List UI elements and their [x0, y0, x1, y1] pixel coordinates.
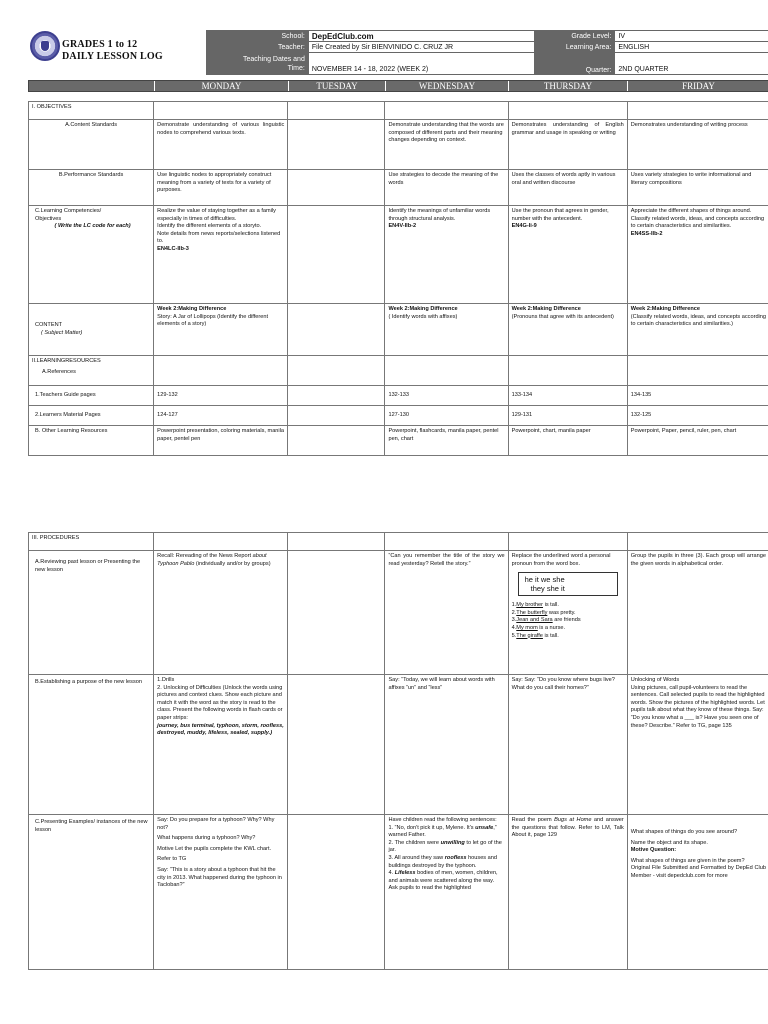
- content-thu-title: Week 2:Making Difference: [511, 306, 581, 312]
- content-standards-wed: Demonstrate understanding that the words are composed of different parts and their meaning changes depending on context.: [385, 120, 508, 170]
- competencies-label: [29, 206, 154, 304]
- cell: [288, 102, 385, 120]
- performance-standards-mon: Use linguistic nodes to appropriately construct meaning from a variety of texts for a variety of purposes.: [154, 170, 288, 206]
- cell: [385, 533, 508, 551]
- item-underlined: The giraffe: [516, 632, 543, 639]
- item-rest: is tall.: [542, 632, 559, 639]
- other-resources-tue: [288, 426, 385, 456]
- proc-a-thu-intro: Replace the underlined word a personal pronoun from the word box.: [511, 553, 611, 567]
- competencies-mon: [154, 206, 288, 304]
- performance-standards-tue: [288, 170, 385, 206]
- proc-b-mon-3: journey, bus terminal, typhoon, storm, roofless, destroyed, muddy, lifeless, sealed, supply.): [157, 722, 284, 737]
- lm-fri: 132-125: [627, 406, 768, 426]
- content-tue: [288, 304, 385, 356]
- item-rest: was pretty.: [547, 609, 576, 616]
- content-mon-title: Week 2:Making Difference: [157, 306, 227, 312]
- sent: bodies of men, women, children, and animals were scattered along the way.: [388, 870, 498, 884]
- proc-b-mon-1: 1.Drills: [157, 677, 175, 683]
- references-label: A.References: [42, 368, 76, 375]
- day-friday: FRIDAY: [627, 81, 768, 91]
- cell: [385, 356, 508, 386]
- competencies-wed-1: Identify the meanings of unfamiliar words through structural analysis.: [388, 208, 491, 222]
- cell: [508, 533, 627, 551]
- proc-b-thu: Say: Say: “Do you know where bugs live? What do you call their homes?”: [508, 675, 627, 815]
- lm-mon: 124-127: [154, 406, 288, 426]
- thu-text: and answer the questions that follow. Refer to LM, Talk About it, page 129: [511, 817, 624, 839]
- proc-a-mon-3: (individually and/or by groups): [194, 560, 271, 567]
- tg-tue: [288, 386, 385, 406]
- performance-standards-fri: Uses variety strategies to write informational and literary compositions: [627, 170, 768, 206]
- proc-b-fri-1: Unlocking of Words: [630, 677, 680, 683]
- proc-b-wed: Say: “Today, we will learn about words with affixes “un” and “less”: [385, 675, 508, 815]
- content-wed: [385, 304, 508, 356]
- deped-seal-icon: [30, 31, 60, 61]
- day-monday: MONDAY: [154, 81, 288, 91]
- proc-c-wed-2: [388, 825, 504, 840]
- proc-c-wed: [385, 815, 508, 970]
- content-standards-mon: Demonstrate understanding of various linguistic nodes to comprehend various texts.: [154, 120, 288, 170]
- grade-value: IV: [615, 31, 768, 42]
- tg-thu: 133-134: [508, 386, 627, 406]
- sent-word: roofless: [444, 854, 467, 861]
- pronoun-item-1: [512, 602, 624, 610]
- tg-label: 1.Teachers Guide pages: [29, 386, 154, 406]
- proc-b-tue: [288, 675, 385, 815]
- quarter-label: Quarter:: [534, 53, 615, 75]
- dates-label: [207, 53, 309, 75]
- item-num: 2.: [511, 609, 517, 616]
- resources-label: [29, 356, 154, 386]
- title-line-2: DAILY LESSON LOG: [62, 51, 163, 62]
- proc-c-mon: [154, 815, 288, 970]
- cell: [154, 533, 288, 551]
- cell: [508, 102, 627, 120]
- content-fri-text: (Classify related words, ideas, and concepts according to certain characteristics and similarities.): [630, 313, 767, 328]
- procedures-table: [28, 532, 768, 970]
- proc-c-wed-6: Ask pupils to read the highlighted: [388, 885, 471, 892]
- competencies-fri-2: Classify related words, ideas, and concepts according to certain characteristics and similarities.: [630, 215, 765, 230]
- cell: [627, 356, 768, 386]
- item-rest: are friends: [552, 617, 581, 624]
- sent: 1. “No, don't pick it up, Mylene. It's: [388, 824, 476, 831]
- grade-label: Grade Level:: [534, 31, 615, 42]
- item-num: 5.: [511, 632, 517, 639]
- competencies-mon-3: Note details from news reports/selections listened to.: [157, 230, 281, 245]
- competencies-mon-code: EN4LC-IIb-3: [157, 245, 189, 252]
- proc-b-mon: [154, 675, 288, 815]
- quarter-value: 2ND QUARTER: [615, 53, 768, 75]
- tg-mon: 129-132: [154, 386, 288, 406]
- tg-fri: 134-135: [627, 386, 768, 406]
- school-label: School:: [207, 31, 309, 42]
- thu-text: Read the poem: [511, 817, 555, 823]
- header: [28, 30, 768, 74]
- item-underlined: The butterfly: [516, 609, 548, 616]
- sent: 4.: [388, 870, 395, 877]
- sent-word: unwilling: [440, 839, 465, 846]
- item-underlined: My mom: [516, 624, 538, 631]
- objectives-heading: I. OBJECTIVES: [29, 102, 154, 120]
- proc-c-mon-2: What happens during a typhoon? Why?: [157, 835, 256, 842]
- procedures-heading: III. PROCEDURES: [29, 533, 154, 551]
- proc-c-mon-1: Say: Do you prepare for a typhoon? Why? Why not?: [157, 817, 275, 831]
- competencies-thu-code: EN4G-Ii-9: [511, 223, 537, 230]
- lm-label: 2.Learners Material Pages: [29, 406, 154, 426]
- proc-a-tue: [288, 551, 385, 675]
- proc-a-thu: [508, 551, 627, 675]
- sent: 3. All around they saw: [388, 854, 445, 861]
- dates-label-line2: Time:: [287, 64, 305, 72]
- competencies-label-1: C.Learning Competencies/: [35, 208, 102, 214]
- cell: [154, 102, 288, 120]
- dates-label-line1: Teaching Dates and: [242, 55, 305, 63]
- performance-standards-label: B.Performance Standards: [29, 170, 154, 206]
- competencies-fri: [627, 206, 768, 304]
- pronoun-item-2: [512, 610, 624, 618]
- content-fri-title: Week 2:Making Difference: [630, 306, 700, 312]
- day-blank: [29, 81, 154, 91]
- pronoun-box-line-2: they she it: [530, 584, 565, 594]
- content-mon-text: Story: A Jar of Lollipops (Identify the different elements of a story): [157, 313, 269, 328]
- lm-thu: 129-131: [508, 406, 627, 426]
- proc-b-mon-2: 2. Unlocking of Difficulties (Unlock the words using pictures and context clues. Show each picture and match it with the word as the story is read to the class. Present the following words in flash cards or paper strips:: [157, 684, 283, 721]
- proc-b-label: B.Establishing a purpose of the new lesson: [29, 675, 154, 815]
- proc-c-fri-3: Motive Question:: [630, 847, 677, 854]
- proc-c-wed-4: [388, 855, 504, 870]
- competencies-label-2: Objectives: [35, 215, 62, 222]
- pronoun-box-line-1: he it we she: [524, 575, 565, 585]
- item-underlined: My brother: [516, 602, 544, 609]
- item-rest: is a nurse.: [537, 624, 566, 631]
- content-thu-text: (Pronouns that agree with its antecedent): [511, 313, 614, 320]
- proc-a-fri: Group the pupils in three (3). Each group will arrange the given words in alphabetical order.: [627, 551, 768, 675]
- proc-c-label: C.Presenting Examples/ instances of the new lesson: [29, 815, 154, 970]
- other-resources-wed: Powerpoint, flashcards, manila paper, pentel pen, chart: [385, 426, 508, 456]
- proc-c-tue: [288, 815, 385, 970]
- content-fri: [627, 304, 768, 356]
- cell: [508, 356, 627, 386]
- proc-a-label: A.Reviewing past lesson or Presenting the new lesson: [29, 551, 154, 675]
- proc-b-fri-2: Using pictures, call pupil-volunteers to read the sentences. Call selected pupils to read the highlighted words. Show the pictures of the highlighted words. Let pupils talk about what they know of these things. Say: “Do you know what a ___ is? Have you seen one of these? Describe.” Refer to TG, page 135: [630, 684, 765, 729]
- proc-c-fri-5: Original File Submitted and Formatted by DepEd Club Member - visit depedclub.com for more: [630, 865, 766, 879]
- proc-b-fri: [627, 675, 768, 815]
- proc-a-mon-2: about Typhoon Pablo: [157, 553, 267, 567]
- cell: [627, 102, 768, 120]
- proc-c-fri: [627, 815, 768, 970]
- proc-c-fri-4: What shapes of things are given in the poem?: [630, 857, 745, 864]
- content-label-2: ( Subject Matter): [41, 329, 83, 336]
- content-label: [29, 304, 154, 356]
- content-wed-text: ( Identify words with affixes): [388, 313, 458, 320]
- content-mon: [154, 304, 288, 356]
- item-rest: is tall.: [543, 602, 559, 609]
- competencies-mon-2: Identify the different elements of a storyto.: [157, 223, 262, 230]
- sent: houses and buildings destroyed by the typhoon.: [388, 854, 497, 869]
- cell: [288, 533, 385, 551]
- sent: 2. The children were: [388, 839, 441, 846]
- other-resources-thu: Powerpoint, chart, manila paper: [508, 426, 627, 456]
- content-standards-fri: Demonstrates understanding of writing process: [627, 120, 768, 170]
- document-title: [62, 39, 163, 63]
- competencies-wed: [385, 206, 508, 304]
- competencies-fri-1: Appreciate the different shapes of things around.: [630, 208, 752, 214]
- item-num: 1.: [511, 602, 517, 609]
- proc-c-mon-4: Refer to TG: [157, 856, 187, 863]
- competencies-label-3: ( Write the LC code for each): [54, 223, 131, 230]
- competencies-wed-code: EN4V-IIb-2: [388, 223, 417, 230]
- competencies-mon-1: Realize the value of staying together as a family especially in times of difficulties.: [157, 208, 276, 222]
- proc-c-fri-2: Name the object and its shape.: [630, 839, 708, 846]
- day-header-bar: [28, 80, 768, 92]
- cell: [385, 102, 508, 120]
- resources-heading: II.LEARNINGRESOURCES: [32, 358, 101, 364]
- cell: [154, 356, 288, 386]
- content-standards-thu: Demonstrates understanding of English grammar and usage in speaking or writing: [508, 120, 627, 170]
- cell: [627, 533, 768, 551]
- poem-title: Bugs at Home: [554, 817, 592, 823]
- lm-wed: 127-130: [385, 406, 508, 426]
- proc-a-mon-1: Recall: Rereading of the News Report: [157, 553, 253, 559]
- pronoun-item-4: [512, 625, 624, 633]
- info-table: [206, 30, 768, 75]
- other-resources-label: B. Other Learning Resources: [29, 426, 154, 456]
- title-line-1: GRADES 1 to 12: [62, 39, 138, 50]
- competencies-thu: [508, 206, 627, 304]
- item-num: 4.: [511, 624, 517, 631]
- proc-a-wed: “Can you remember the title of the story we read yesterday? Retell the story.”: [385, 551, 508, 675]
- proc-c-wed-1: Have children read the following sentences:: [388, 817, 497, 823]
- tg-wed: 132-133: [385, 386, 508, 406]
- competencies-thu-1: Use the pronoun that agrees in gender, number with the antecedent.: [511, 208, 609, 222]
- other-resources-mon: Powerpoint presentation, coloring materials, manila paper, pentel pen: [154, 426, 288, 456]
- sent-word: Lifeless: [394, 870, 416, 877]
- competencies-fri-code: EN4SS-IIb-2: [630, 230, 663, 237]
- proc-c-mon-3: Motive Let the pupils complete the KWL chart.: [157, 845, 272, 852]
- sent: to let go of the jar.: [388, 839, 502, 854]
- proc-c-mon-5: Say: “This is a story about a typhoon that hit the city in 2013. What happened during the typhoon in Tacloban?”: [157, 866, 282, 889]
- item-num: 3.: [511, 617, 517, 624]
- day-tuesday: TUESDAY: [288, 81, 385, 91]
- content-wed-title: Week 2:Making Difference: [388, 306, 458, 312]
- proc-a-mon: [154, 551, 288, 675]
- sent-word: unsafe: [475, 824, 494, 831]
- pronoun-item-3: [512, 617, 624, 625]
- pronoun-word-box: [518, 572, 618, 596]
- competencies-tue: [288, 206, 385, 304]
- area-value: ENGLISH: [615, 42, 768, 53]
- day-thursday: THURSDAY: [508, 81, 627, 91]
- content-label-1: CONTENT: [35, 321, 63, 328]
- other-resources-fri: Powerpoint, Paper, pencil, ruler, pen, chart: [627, 426, 768, 456]
- proc-c-fri-1: What shapes of things do you see around?: [630, 829, 738, 835]
- performance-standards-thu: Uses the classes of words aptly in various oral and written discourse: [508, 170, 627, 206]
- item-underlined: Jean and Sara: [516, 617, 553, 624]
- day-wednesday: WEDNESDAY: [385, 81, 508, 91]
- content-thu: [508, 304, 627, 356]
- area-label: Learning Area:: [534, 42, 615, 53]
- teacher-value: File Created by Sir BIENVINIDO C. CRUZ JR: [308, 42, 534, 53]
- teacher-label: Teacher:: [207, 42, 309, 53]
- lm-tue: [288, 406, 385, 426]
- proc-c-thu: [508, 815, 627, 970]
- sent: ,” warned Father.: [388, 824, 497, 839]
- performance-standards-wed: Use strategies to decode the meaning of the words: [385, 170, 508, 206]
- pronoun-item-5: [512, 633, 624, 641]
- content-standards-tue: [288, 120, 385, 170]
- school-value: DepEdClub.com: [308, 31, 534, 42]
- dates-value: NOVEMBER 14 - 18, 2022 (WEEK 2): [308, 53, 534, 75]
- cell: [288, 356, 385, 386]
- proc-c-wed-5: [388, 870, 504, 885]
- objectives-table: [28, 101, 768, 456]
- proc-c-wed-3: [388, 840, 504, 855]
- content-standards-label: A.Content Standards: [29, 120, 154, 170]
